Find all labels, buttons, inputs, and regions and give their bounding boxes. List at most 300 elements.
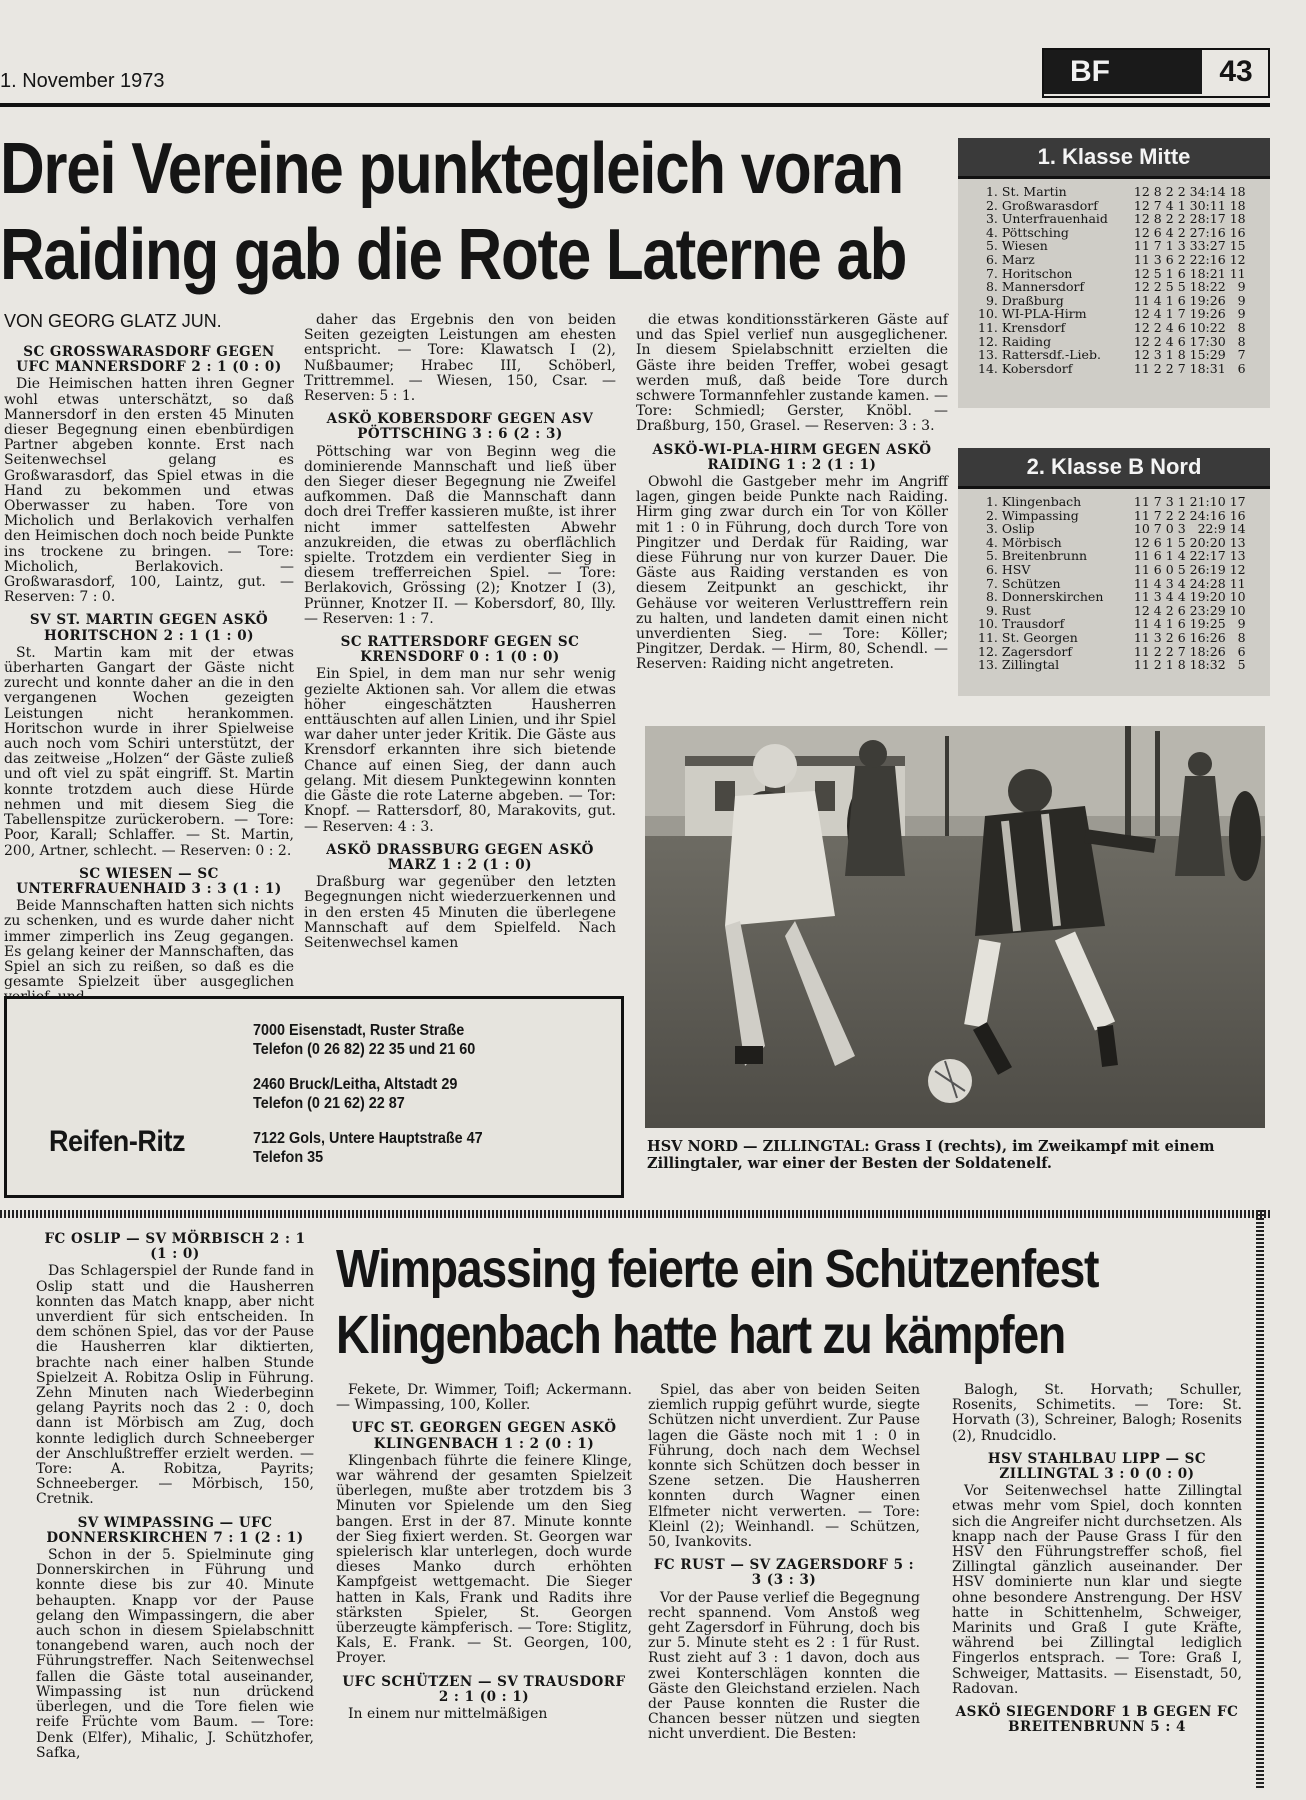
body-paragraph: Ein Spiel, in dem man nur sehr wenig gezielte Aktionen sah. Vor allem die etwas höher eingeschätzten Hausherren enttäuschten auf allen Linien, und ihr Spiel war daher unter jeder Kritik. Die Gäste aus Krensdorf erkannten ihre sich bietende Chance auf einen Sieg, der dann auch gelang. Mit diesem Punktegewinn konnten die Gäste die rote Laterne abgeben. — Tor: Knopf. — Rattersdorf, 80, Marakovits, gut. — Reserven: 4 : 3. (304, 666, 616, 835)
table-cell: 12 (1133, 224, 1150, 240)
table-cell: 4 (1153, 306, 1162, 322)
table-cell: 4 (1165, 319, 1174, 335)
table-cell: 6 (1177, 265, 1186, 281)
team-name: HSV (1001, 561, 1031, 577)
table-cell: 6. (985, 251, 998, 267)
table-cell: 11 (1133, 251, 1150, 267)
table-cell: 3 (1165, 575, 1174, 591)
table-cell: 2 (1177, 211, 1186, 227)
table-cell: 0 (1165, 521, 1174, 537)
table-cell: 11 (1133, 643, 1150, 659)
table-cell: 6 (1177, 602, 1186, 618)
match-heading: SV WIMPASSING — UFC DONNERSKIRCHEN 7 : 1 (2 : 1) (46, 1514, 304, 1546)
table-cell: 5 (1153, 265, 1162, 281)
table-cell: 2. (985, 197, 998, 213)
team-name: Donnerskirchen (1001, 589, 1104, 605)
match-heading: ASKÖ SIEGENDORF 1 B GEGEN FC BREITENBRUNN 5 : 4 (955, 1704, 1239, 1736)
team-name: Zagersdorf (1001, 643, 1072, 659)
ad-line: 7000 Eisenstadt, Ruster Straße (253, 1022, 465, 1039)
table-cell: 26:19 (1189, 561, 1226, 577)
table-cell: 3 (1165, 494, 1174, 509)
match-heading: FC OSLIP — SV MÖRBISCH 2 : 1 (1 : 0) (44, 1231, 306, 1263)
table-cell: 11 (1133, 575, 1150, 591)
table-row (976, 549, 1248, 563)
table-row (976, 362, 1248, 376)
team-name: Mörbisch (1001, 534, 1062, 550)
table-cell: 3 (1153, 347, 1162, 363)
table-row (976, 645, 1248, 659)
match-heading: UFC SCHÜTZEN — SV TRAUSDORF 2 : 1 (0 : 1) (342, 1673, 626, 1705)
table-cell: 10 (1229, 602, 1246, 618)
table-cell: 11 (1133, 629, 1150, 645)
table-cell: 7 (1153, 197, 1162, 213)
table-cell: 12 (1133, 279, 1150, 295)
table-cell: 1 (1165, 265, 1174, 281)
article2-column-2 (336, 1383, 632, 1724)
table-cell: 5. (985, 238, 998, 254)
table-row (976, 294, 1248, 308)
table-cell: 7 (1237, 347, 1246, 363)
table-cell: 11 (1133, 561, 1150, 577)
match-heading: FC RUST — SV ZAGERSDORF 5 : 3 (3 : 3) (653, 1557, 915, 1589)
match-heading: SV ST. MARTIN GEGEN ASKÖ HORITSCHON 2 : 1 (1 : 0) (29, 612, 269, 644)
table-cell: 2 (1165, 507, 1174, 523)
table-row (976, 212, 1248, 226)
table-cell: 18:21 (1189, 265, 1226, 281)
table-cell: 2 (1165, 602, 1174, 618)
team-name: WI-PLA-Hirm (1001, 306, 1087, 322)
table-cell: 7 (1153, 507, 1162, 523)
headline-2: Raiding gab die Rote Laterne ab (0, 215, 907, 295)
table-cell: 12 (1133, 347, 1150, 363)
table-nord-title: 2. Klasse B Nord (958, 448, 1270, 489)
team-name: Trausdorf (1001, 616, 1065, 632)
table-cell: 3. (985, 211, 998, 227)
table-cell: 12 (1133, 184, 1150, 199)
table-cell: 2 (1153, 279, 1162, 295)
team-name: Klingenbach (1001, 494, 1082, 509)
table-row (976, 577, 1248, 591)
table-cell: 2 (1165, 184, 1174, 199)
table-cell: 1 (1165, 616, 1174, 632)
table-cell: 22:16 (1189, 251, 1226, 267)
table-cell: 7 (1177, 306, 1186, 322)
table-cell: 11. (978, 629, 998, 645)
table-cell: 4 (1153, 602, 1162, 618)
table-cell: 4 (1153, 575, 1162, 591)
table-cell: 1 (1165, 238, 1174, 254)
team-name: Breitenbrunn (1001, 548, 1088, 564)
table-cell: 8 (1237, 319, 1246, 335)
table-row (976, 604, 1248, 618)
table-row (976, 495, 1248, 509)
table-cell: 7 (1153, 238, 1162, 254)
table-cell: 3 (1177, 238, 1186, 254)
match-heading: ASKÖ DRASSBURG GEGEN ASKÖ MARZ 1 : 2 (1 : 0) (326, 841, 594, 873)
table-cell: 10 (1229, 589, 1246, 605)
table-cell: 18 (1229, 197, 1246, 213)
team-name: Schützen (1001, 575, 1061, 591)
table-cell: 1. (985, 184, 998, 199)
article1-column-3 (636, 313, 948, 675)
table-cell: 19:20 (1189, 589, 1226, 605)
table-cell: 10:22 (1189, 319, 1226, 335)
team-name: Wimpassing (1001, 507, 1079, 523)
table-cell: 2 (1165, 629, 1174, 645)
table-cell: 5 (1237, 657, 1246, 673)
table-cell: 14 (1229, 521, 1246, 537)
table-cell: 2 (1153, 657, 1162, 673)
body-paragraph: Obwohl die Gastgeber mehr im Angriff lagen, gingen beide Punkte nach Raiding. Hirm ging zwar durch ein Tor von Köller mit 1 : 0 in Führung, doch durch Tore von Pingitzer und Derdak für Raiding, war diese Führung nur von kurzer Dauer. Die Gäste aus Raiding verstanden es von diesem Zeitpunkt an geschickt, ihr Gehäuse vor weiteren Verlusttreffern rein zu halten, und landeten damit einen nicht unverdienten Sieg. — Tore: Köller; Pingitzer, Derdak. — Hirm, 80, Schendl. — Reserven: Raiding nicht angetreten. (636, 474, 948, 673)
table-cell: 19:26 (1189, 306, 1226, 322)
table-cell: 16:26 (1189, 629, 1226, 645)
table-cell: 9 (1237, 616, 1246, 632)
table-cell: 8 (1153, 184, 1162, 199)
table-cell: 33:27 (1189, 238, 1226, 254)
table-cell: 10. (978, 616, 998, 632)
table-cell: 2 (1177, 184, 1186, 199)
match-heading: ASKÖ-WI-PLA-HIRM GEGEN ASKÖ RAIDING 1 : 2 (1 : 1) (652, 441, 932, 473)
body-paragraph: die etwas konditionsstärkeren Gäste auf und das Spiel verlief nun ausgeglichener. In diesem Spielabschnitt erzielten die Gäste ihre beiden Treffer, wobei gesagt werden muß, daß beide Tore durch schwere Tormannfehler zustande kamen. — Tore: Schmiedl; Gerster, Knöbl. — Draßburg, 150, Grasel. — Reserven: 3 : 3. (636, 312, 948, 435)
table-cell: 20:20 (1189, 534, 1226, 550)
body-paragraph: daher das Ergebnis den von beiden Seiten gezeigten Leistungen am ehesten entspricht. — Tore: Klawatsch I (2), Nußbaumer; Hrabec III, Schöberl, Trittremmel. — Wiesen, 150, Csar. — Reserven: 5 : 1. (304, 312, 616, 405)
table-cell: 6 (1153, 561, 1162, 577)
table-cell: 9 (1237, 292, 1246, 308)
ad-line: Telefon (0 21 62) 22 87 (253, 1095, 405, 1112)
table-cell: 4 (1153, 616, 1162, 632)
table-cell: 23:29 (1189, 602, 1226, 618)
issue-date: 1. November 1973 (0, 70, 165, 92)
body-paragraph: Pöttsching war von Beginn weg die dominierende Mannschaft und ließ über den Sieger dieser Begegnung nie Zweifel aufkommen. Daß die Mannschaft dann doch drei Treffer kassieren mußte, ist ihrer nicht immer sattelfesten Abwehr anzukreiden, die etwas zu oberflächlich spielte. Trotzdem ein verdienter Sieg in diesem trefferreichen Spiel. — Tore: Berlakovich, Grössing (2); Knotzer I (3), Prünner, Knotzer II. — Kobersdorf, 80, Illy. — Reserven: 1 : 7. (304, 443, 616, 627)
table-cell: 12 (1133, 333, 1150, 349)
standings-table (976, 185, 1248, 375)
table-mitte-title: 1. Klasse Mitte (958, 138, 1270, 179)
table-cell: 13. (978, 347, 998, 363)
article1-column-2 (304, 313, 616, 953)
table-row (976, 658, 1248, 672)
table-cell: 5 (1165, 279, 1174, 295)
table-row (976, 267, 1248, 281)
match-heading: SC RATTERSDORF GEGEN SC KRENSDORF 0 : 1 (0 : 0) (340, 634, 580, 666)
table-cell: 4 (1177, 548, 1186, 564)
table-cell: 6 (1153, 224, 1162, 240)
header-rule (0, 103, 1270, 107)
table-cell: 15:29 (1189, 347, 1226, 363)
table-row (976, 509, 1248, 523)
body-paragraph: Spiel, das aber von beiden Seiten ziemlich ruppig geführt wurde, siegte Schützen nicht unverdient. Zur Pause lagen die Gäste noch mit 1 : 0 in Führung, doch nach dem Wechsel konnte sich Schützen doch besser in Szene setzen. Die Hausherren konnten durch Wagner einen Elfmeter nicht verwerten. — Tore: Kleinl (2); Weinhandl. — Schützen, 50, Ivankovits. (648, 1382, 920, 1551)
table-cell: 1 (1177, 197, 1186, 213)
headline-3: Wimpassing feierte ein Schützenfest (336, 1239, 1099, 1299)
match-heading: HSV STAHLBAU LIPP — SC ZILLINGTAL 3 : 0 (0 : 0) (987, 1450, 1207, 1483)
team-name: Raiding (1001, 333, 1052, 349)
table-cell: 13. (978, 657, 998, 673)
table-cell: 30:11 (1189, 197, 1226, 213)
match-heading: ASKÖ KOBERSDORF GEGEN ASV PÖTTSCHING 3 : 6 (2 : 3) (326, 411, 594, 443)
table-cell: 2 (1153, 643, 1162, 659)
table-row (976, 239, 1248, 253)
table-cell: 24:16 (1189, 507, 1226, 523)
table-cell: 6 (1237, 643, 1246, 659)
byline: VON GEORG GLATZ JUN. (4, 311, 222, 331)
table-cell: 9 (1237, 279, 1246, 295)
table-cell: 19:26 (1189, 292, 1226, 308)
table-row (976, 563, 1248, 577)
table-cell: 18:32 (1189, 657, 1226, 673)
table-cell: 6 (1177, 292, 1186, 308)
body-paragraph: St. Martin kam mit der etwas überharten Gangart der Gäste nicht zurecht und konnte daher an die in den vergangenen Wochen gezeigten Leistungen nicht herankommen. Horitschon wurde in ihrer Spielweise auch noch vom Schiri unterstützt, der das zeitweise „Holzen“ der Gäste zuließ und oft viel zu spät eingriff. St. Martin konnte trotzdem auch diese Hürde nehmen und mit diesem Sieg die Tabellenspitze zurückerobern. — Tore: Poor, Karall; Schlaffer. — St. Martin, 200, Artner, schlecht. — Reserven: 0 : 2. (4, 644, 294, 859)
match-heading: UFC ST. GEORGEN GEGEN ASKÖ KLINGENBACH 1 : 2 (0 : 1) (351, 1420, 617, 1452)
team-name: Krensdorf (1001, 319, 1066, 335)
table-cell: 9 (1237, 306, 1246, 322)
article1-column-1 (4, 345, 294, 1008)
table-cell: 9. (985, 602, 998, 618)
body-paragraph: Draßburg war gegenüber den letzten Begegnungen nicht wiederzuerkennen und in den ersten 45 Minuten die überlegene Mannschaft auf dem Spielfeld. Nach Seitenwechsel kamen (304, 874, 616, 951)
ad-line: Telefon 35 (253, 1149, 324, 1166)
table-cell: 2. (985, 507, 998, 523)
table-row (976, 536, 1248, 550)
table-cell: 16 (1229, 224, 1246, 240)
table-cell: 13 (1229, 534, 1246, 550)
table-cell: 1 (1165, 657, 1174, 673)
table-cell: 8 (1153, 211, 1162, 227)
table-cell: 17:30 (1189, 333, 1226, 349)
table-cell: 3 (1153, 589, 1162, 605)
team-name: Horitschon (1001, 265, 1073, 281)
table-cell: 7 (1153, 494, 1162, 509)
team-name: Oslip (1001, 521, 1035, 537)
table-cell: 6 (1177, 629, 1186, 645)
table-cell: 17 (1229, 494, 1246, 509)
table-cell: 1 (1165, 548, 1174, 564)
table-cell: 12 (1133, 602, 1150, 618)
table-cell: 11 (1133, 360, 1150, 376)
body-paragraph: Die Heimischen hatten ihren Gegner wohl etwas unterschätzt, so daß Mannersdorf in den ersten 45 Minuten dieser Begegnung einen ebenbürdigen Partner abgeben konnte. Erst nach Seitenwechsel gelang es Großwarasdorf, das Spiel etwas in die Hand zu bekommen und etwas Oberwasser zu haben. Tore von Micholich und Berlakovich verhalfen den Heimischen doch noch beide Punkte ins trockene zu bringen. — Tore: Micholich, Berlakovich. — Großwarasdorf, 100, Laintz, gut. — Reserven: 7 : 0. (4, 376, 294, 606)
table-cell: 6 (1153, 548, 1162, 564)
table-row (976, 307, 1248, 321)
table-cell: 4 (1165, 197, 1174, 213)
table-cell: 7. (985, 575, 998, 591)
table-cell: 3 (1153, 629, 1162, 645)
standings-table (976, 495, 1248, 672)
table-cell: 1 (1165, 306, 1174, 322)
table-cell: 5. (985, 548, 998, 564)
match-photo (645, 726, 1265, 1128)
table-cell: 11 (1133, 616, 1150, 632)
table-cell: 11 (1133, 657, 1150, 673)
table-cell: 12 (1229, 251, 1246, 267)
table-cell: 4 (1165, 224, 1174, 240)
table-cell: 9. (985, 292, 998, 308)
body-paragraph: In einem nur mittelmäßigen (348, 1706, 548, 1723)
table-cell: 11. (978, 319, 998, 335)
table-cell: 28:17 (1189, 211, 1226, 227)
match-heading: SC WIESEN — SC UNTERFRAUENHAID 3 : 3 (1 : 1) (16, 865, 282, 897)
table-cell: 2 (1165, 211, 1174, 227)
table-cell: 18:26 (1189, 643, 1226, 659)
table-cell: 12 (1133, 534, 1150, 550)
table-cell: 2 (1153, 319, 1162, 335)
table-cell: 7 (1153, 521, 1162, 537)
table-cell: 8 (1177, 347, 1186, 363)
table-cell: 18:22 (1189, 279, 1226, 295)
table-cell: 3 (1177, 521, 1186, 537)
section-divider-vertical (1256, 1210, 1264, 1790)
table-cell: 7. (985, 265, 998, 281)
table-cell: 4 (1153, 292, 1162, 308)
table-cell: 1 (1165, 347, 1174, 363)
team-name: Marz (1001, 251, 1035, 267)
table-cell: 34:14 (1189, 184, 1226, 199)
advertisement (4, 996, 624, 1198)
table-row (976, 280, 1248, 294)
table-nord (958, 448, 1270, 696)
table-cell: 4 (1165, 589, 1174, 605)
headline-4: Klingenbach hatte hart zu kämpfen (336, 1305, 1065, 1365)
table-cell: 22:9 (1197, 521, 1226, 537)
table-cell: 1 (1165, 534, 1174, 550)
table-row (976, 617, 1248, 631)
table-cell: 2 (1153, 360, 1162, 376)
body-paragraph: Klingenbach führte die feinere Klinge, war während der gesamten Spielzeit überlegen, mußte aber trotzdem bis 3 Minuten vor Spielende um den Sieg bangen. Erst in der 87. Minute konnte der Sieg fixiert werden. St. Georgen war spielerisch klar unterlegen, doch wurde dieses Manko durch erhöhten Kampfgeist wettgemacht. Die Sieger hatten in Kals, Frank und Radits ihre stärksten Spieler, St. Georgen überzeugte kämpferisch. — Tore: Stiglitz, Kals, E. Frank. — St. Georgen, 100, Proyer. (336, 1452, 632, 1667)
table-cell: 2 (1153, 333, 1162, 349)
match-heading: SC GROSSWARASDORF GEGEN UFC MANNERSDORF 2 : 1 (0 : 0) (16, 344, 282, 376)
body-paragraph: Beide Mannschaften hatten sich nichts zu schenken, und es wurde daher nicht immer zimperlich ins Zeug gegangen. Es gelang keiner der Mannschaften, das Spiel an sich zu reißen, so daß es die gesamte Spielzeit über ausgeglichen (4, 898, 294, 991)
table-cell: 6 (1237, 360, 1246, 376)
table-cell: 18 (1229, 184, 1246, 199)
table-row (976, 199, 1248, 213)
body-paragraph: Vor Seitenwechsel hatte Zillingtal etwas mehr vom Spiel, doch konnten sich die Angreifer nicht durchsetzen. Als knapp nach der Pause Grass I für den HSV den Führungstreffer schoß, fiel Zillingtal gänzlich auseinander. Der HSV dominierte nun klar und siegte ohne besondere Anstrengung. Der HSV hatte in Schittenhelm, Schweiger, Marinits und Graß I gute Kräfte, während bei Zillingtal lediglich Fingerlos entsprach. — Tore: Graß I, Schweiger, Mattasits. — Eisenstadt, 50, Radovan. (952, 1483, 1242, 1697)
table-cell: 6 (1177, 333, 1186, 349)
article2-column-3 (648, 1383, 920, 1745)
team-name: Mannersdorf (1001, 279, 1085, 295)
table-cell: 8 (1177, 657, 1186, 673)
table-cell: 2 (1165, 360, 1174, 376)
table-cell: 21:10 (1189, 494, 1226, 509)
team-name: Draßburg (1001, 292, 1064, 308)
table-cell: 11 (1229, 575, 1246, 591)
table-cell: 13 (1229, 548, 1246, 564)
table-cell: 12 (1133, 306, 1150, 322)
table-cell: 16 (1229, 507, 1246, 523)
table-row (976, 253, 1248, 267)
table-cell: 4 (1177, 575, 1186, 591)
table-row (976, 226, 1248, 240)
team-name: Großwarasdorf (1001, 197, 1098, 213)
table-row (976, 335, 1248, 349)
table-cell: 8. (985, 589, 998, 605)
table-cell: 27:16 (1189, 224, 1226, 240)
table-cell: 8. (985, 279, 998, 295)
table-row (976, 185, 1248, 199)
article2-column-4 (952, 1383, 1242, 1737)
table-cell: 11 (1133, 238, 1150, 254)
article2-column-1 (36, 1232, 314, 1763)
table-cell: 22:17 (1189, 548, 1226, 564)
team-name: Rattersdf.-Lieb. (1001, 347, 1101, 363)
table-cell: 11 (1133, 548, 1150, 564)
table-cell: 4. (985, 534, 998, 550)
table-cell: 1 (1177, 494, 1186, 509)
headline-1: Drei Vereine punktegleich voran (0, 129, 903, 209)
table-cell: 6 (1153, 534, 1162, 550)
table-cell: 11 (1133, 292, 1150, 308)
table-cell: 7 (1177, 360, 1186, 376)
team-name: Unterfrauenhaid (1001, 211, 1108, 227)
table-cell: 11 (1133, 494, 1150, 509)
table-cell: 14. (978, 360, 998, 376)
table-row (976, 631, 1248, 645)
table-cell: 12 (1133, 319, 1150, 335)
table-cell: 8 (1237, 629, 1246, 645)
table-row (976, 522, 1248, 536)
table-cell: 18 (1229, 211, 1246, 227)
team-name: Zillingtal (1001, 657, 1060, 673)
table-cell: 6. (985, 561, 998, 577)
table-cell: 12 (1133, 265, 1150, 281)
table-cell: 6 (1177, 616, 1186, 632)
table-cell: 12 (1229, 561, 1246, 577)
table-row (976, 348, 1248, 362)
table-cell: 5 (1177, 534, 1186, 550)
table-cell: 18:31 (1189, 360, 1226, 376)
table-cell: 12. (978, 643, 998, 659)
brand-label: BF (1044, 50, 1202, 94)
table-cell: 3 (1153, 251, 1162, 267)
body-paragraph: Schon in der 5. Spielminute ging Donnerskirchen in Führung und konnte diese bis zur 40. Minute behaupten. Knapp vor der Pause gelang den Wimpassingern, die aber auch schon in diesem Spielabschnitt tonangebend waren, auch noch der Führungstreffer. Nach Seitenwechsel fallen die Gäste total auseinander, Wimpassing ist nun drückend überlegen, und die Tore fielen wie reife Früchte vom Baum. — Tore: Denk (Elfer), Mihalic, J. Schützhofer, Safka, (36, 1547, 314, 1761)
table-cell: 10 (1133, 521, 1150, 537)
table-cell: 6 (1177, 319, 1186, 335)
table-cell: 19:25 (1189, 616, 1226, 632)
ad-line: 2460 Bruck/Leitha, Altstadt 29 (253, 1076, 458, 1093)
body-paragraph: Fekete, Dr. Wimmer, Toifl; Ackermann. — Wimpassing, 100, Koller. (336, 1382, 632, 1414)
table-cell: 4 (1165, 333, 1174, 349)
body-paragraph: Vor der Pause verlief die Begegnung recht spannend. Vom Anstoß weg geht Zagersdorf in Führung, doch bis zur 5. Minute steht es 2 : 1 für Rust. Rust zieht auf 3 : 1 davon, doch aus zwei Konterschlägen konnten die Gäste den Gleichstand erzielen. Nach der Pause konnten die Ruster die Chancen besser nützen und siegten nicht unverdient. Die Besten: (648, 1589, 920, 1743)
page-number: 43 (1219, 55, 1253, 88)
table-cell: 3. (985, 521, 998, 537)
table-cell: 10. (978, 306, 998, 322)
table-cell: 2 (1177, 224, 1186, 240)
team-name: Kobersdorf (1001, 360, 1073, 376)
photo-caption: HSV NORD — ZILLINGTAL: Grass I (rechts), im Zweikampf mit einem Zillingtaler, war einer der Besten der Soldatenelf. (647, 1138, 1215, 1172)
table-mitte (958, 138, 1270, 408)
table-cell: 11 (1133, 507, 1150, 523)
table-cell: 4. (985, 224, 998, 240)
table-row (976, 590, 1248, 604)
ad-line: 7122 Gols, Untere Hauptstraße 47 (253, 1130, 483, 1147)
table-cell: 6 (1165, 251, 1174, 267)
table-cell: 12 (1133, 197, 1150, 213)
table-cell: 12 (1133, 211, 1150, 227)
team-name: St. Martin (1001, 184, 1067, 199)
table-cell: 11 (1229, 265, 1246, 281)
ad-line: Telefon (0 26 82) 22 35 und 21 60 (253, 1041, 476, 1058)
table-cell: 5 (1177, 279, 1186, 295)
table-cell: 12. (978, 333, 998, 349)
team-name: Rust (1001, 602, 1031, 618)
table-cell: 8 (1237, 333, 1246, 349)
table-cell: 11 (1133, 589, 1150, 605)
table-cell: 15 (1229, 238, 1246, 254)
section-divider (0, 1210, 1270, 1218)
table-cell: 0 (1165, 561, 1174, 577)
table-cell: 7 (1177, 643, 1186, 659)
table-cell: 2 (1165, 643, 1174, 659)
ad-brand: Reifen-Ritz (49, 1125, 186, 1158)
team-name: St. Georgen (1001, 629, 1078, 645)
table-cell: 2 (1177, 507, 1186, 523)
body-paragraph: Balogh, St. Horvath; Schuller, Rosenits, Schimetits. — Tore: St. Horvath (3), Schreiner, Balogh; Rosenits (2), Rnudcidlo. (952, 1382, 1242, 1444)
team-name: Wiesen (1001, 238, 1048, 254)
